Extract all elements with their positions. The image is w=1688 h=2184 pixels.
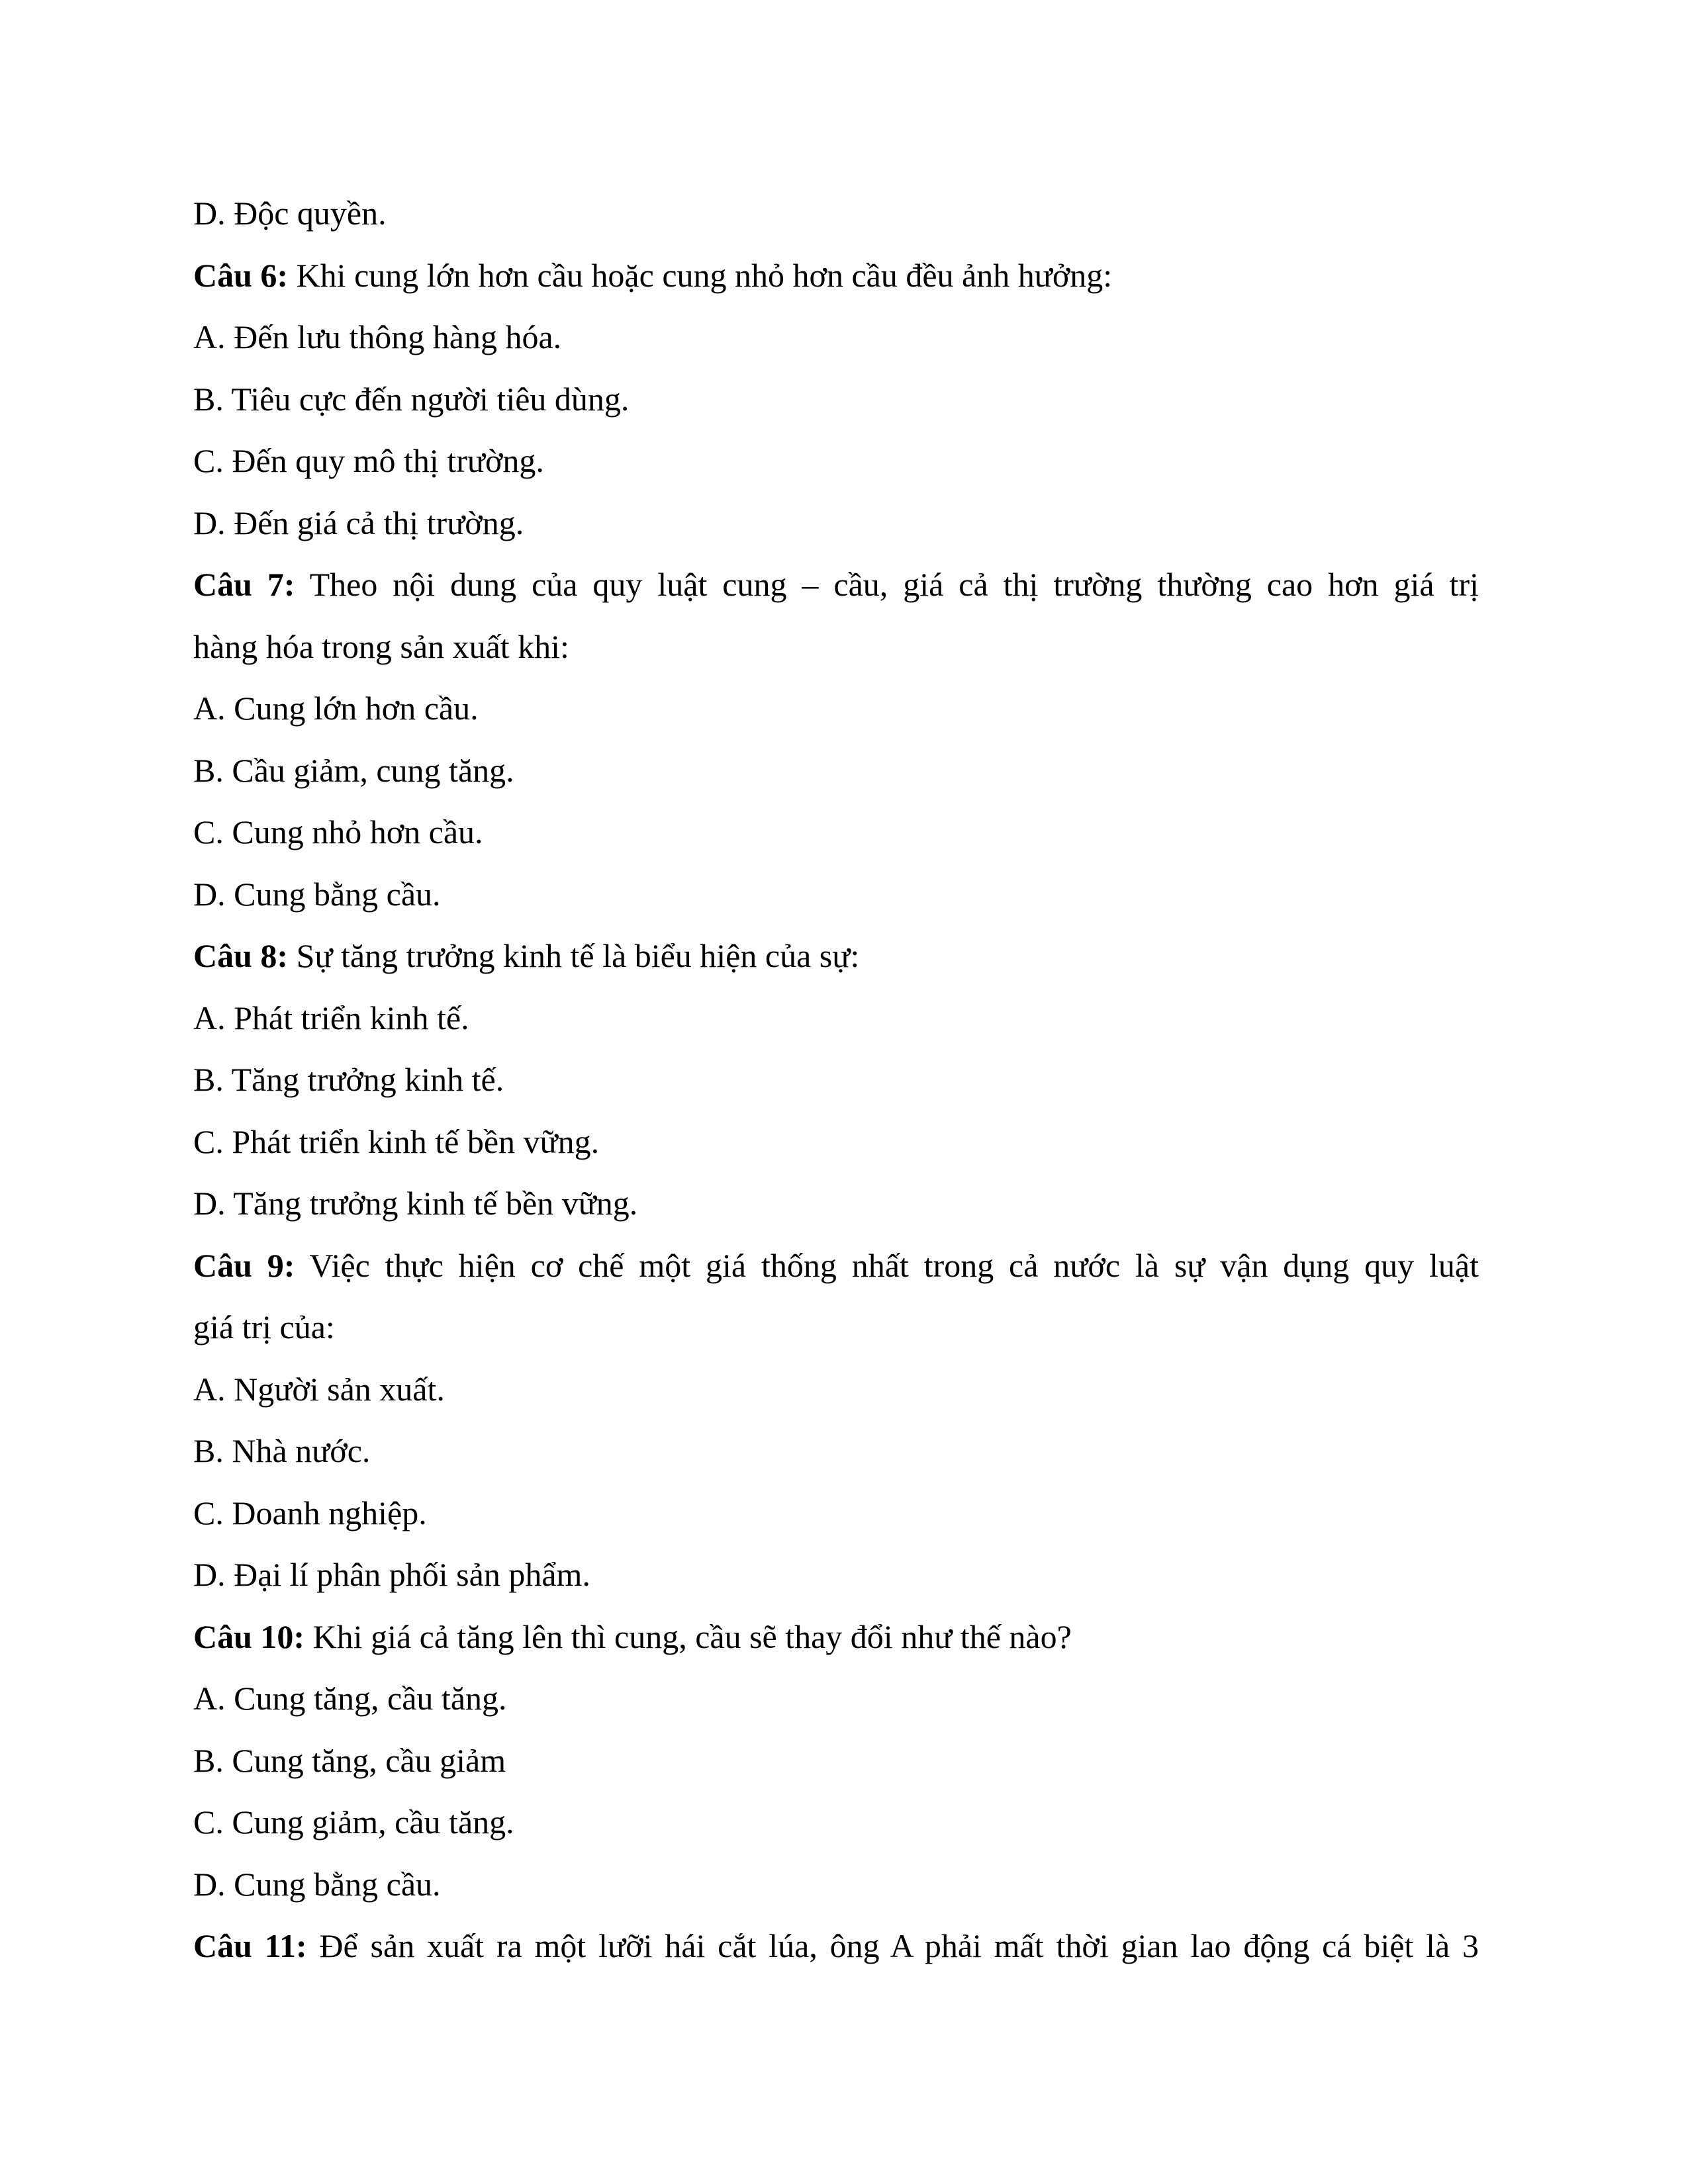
answer-option: A. Phát triển kinh tế. (193, 999, 469, 1036)
question-label: Câu 10: (193, 1617, 305, 1655)
document-page (193, 183, 1479, 1978)
answer-option: A. Người sản xuất. (193, 1370, 445, 1408)
question-line (193, 245, 1479, 307)
question-line (193, 554, 1479, 616)
answer-option: D. Đến giá cả thị trường. (193, 504, 524, 541)
answer-option: D. Cung bằng cầu. (193, 875, 441, 913)
question-continuation: giá trị của: (193, 1308, 335, 1345)
answer-option: B. Cầu giảm, cung tăng. (193, 751, 514, 789)
answer-option: D. Cung bằng cầu. (193, 1865, 441, 1903)
question-text: Khi giá cả tăng lên thì cung, cầu sẽ thay đổi như thế nào? (305, 1617, 1072, 1655)
answer-option: B. Nhà nước. (193, 1432, 371, 1469)
answer-option: C. Cung giảm, cầu tăng. (193, 1803, 514, 1841)
question-label: Câu 9: (193, 1246, 295, 1284)
answer-option: C. Đến quy mô thị trường. (193, 442, 544, 479)
question-line (193, 1606, 1479, 1668)
answer-option: B. Tiêu cực đến người tiêu dùng. (193, 380, 630, 418)
answer-option: D. Độc quyền. (193, 195, 387, 232)
answer-option: B. Tăng trưởng kinh tế. (193, 1061, 504, 1098)
answer-option: D. Tăng trưởng kinh tế bền vững. (193, 1185, 638, 1222)
question-line (193, 925, 1479, 987)
answer-option: C. Doanh nghiệp. (193, 1494, 427, 1531)
answer-option: B. Cung tăng, cầu giảm (193, 1741, 506, 1779)
answer-option: A. Đến lưu thông hàng hóa. (193, 318, 562, 355)
question-text: Việc thực hiện cơ chế một giá thống nhất trong cả nước là sự vận dụng quy luật (295, 1246, 1479, 1284)
question-text: Khi cung lớn hơn cầu hoặc cung nhỏ hơn cầu đều ảnh hưởng: (288, 256, 1113, 294)
question-label: Câu 11: (193, 1927, 307, 1964)
question-text: Theo nội dung của quy luật cung – cầu, giá cả thị trường thường cao hơn giá trị (295, 566, 1479, 603)
answer-option: A. Cung tăng, cầu tăng. (193, 1680, 507, 1717)
answer-option: C. Cung nhỏ hơn cầu. (193, 813, 483, 850)
question-line (193, 1235, 1479, 1297)
answer-option: D. Đại lí phân phối sản phẩm. (193, 1556, 590, 1593)
question-label: Câu 8: (193, 937, 289, 974)
question-label: Câu 6: (193, 256, 289, 294)
answer-option: C. Phát triển kinh tế bền vững. (193, 1122, 600, 1160)
question-text: Sự tăng trưởng kinh tế là biểu hiện của sự: (288, 937, 860, 974)
question-text: Để sản xuất ra một lưỡi hái cắt lúa, ông A phải mất thời gian lao động cá biệt là 3 (306, 1927, 1479, 1964)
question-line (193, 1915, 1479, 1978)
answer-option: A. Cung lớn hơn cầu. (193, 690, 479, 727)
question-continuation: hàng hóa trong sản xuất khi: (193, 627, 569, 665)
question-label: Câu 7: (193, 566, 295, 603)
